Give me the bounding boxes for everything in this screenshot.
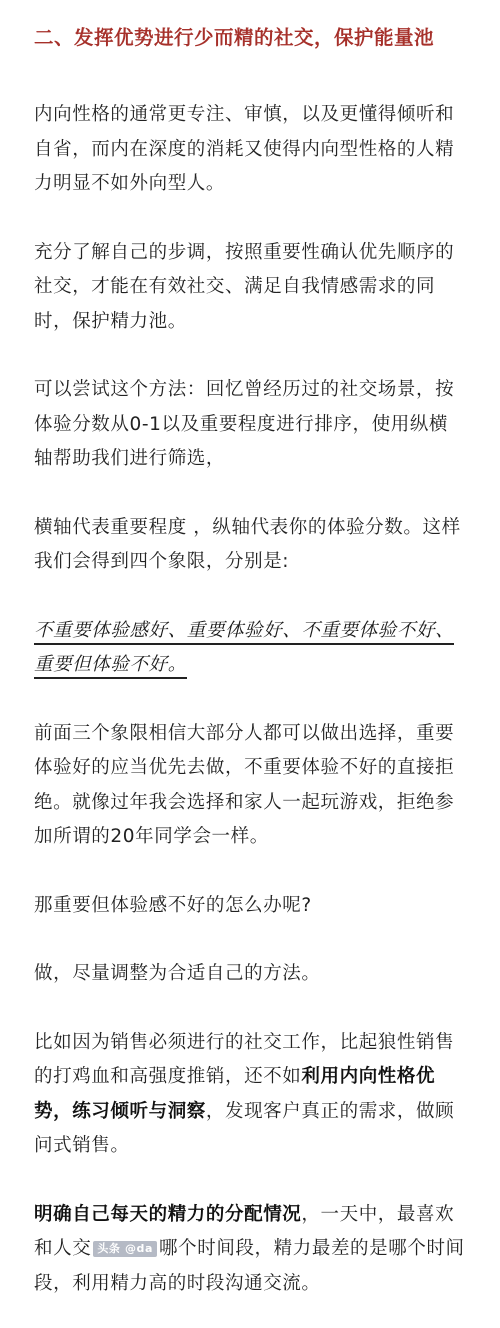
paragraph-answer: 做，尽量调整为合适自己的方法。	[34, 963, 321, 984]
energy-text-bold: 明确自己每天的精力的分配情况	[34, 1203, 302, 1225]
section-heading: 二、发挥优势进行少而精的社交，保护能量池	[34, 26, 435, 49]
paragraph-question: 那重要但体验感不好的怎么办呢?	[34, 894, 312, 916]
paragraph-first-three: 前面三个象限相信大部分人都可以做出选择，重要体验好的应当优先去做，不重要体验不好的直接拒绝。就像过年我会选择和家人一起玩游戏，拒绝参加所谓的20年同学会一样。	[34, 722, 455, 847]
paragraph-method: 可以尝试这个方法：回忆曾经历过的社交场景，按体验分数从0-1以及重要程度进行排序，使用纵横轴帮助我们进行筛选，	[34, 379, 455, 469]
paragraph-pace: 充分了解自己的步调，按照重要性确认优先顺序的社交，才能在有效社交、满足自我情感需求的同时，保护精力池。	[34, 241, 455, 332]
sales-text-c: ，发现客户真正的需求，做顾问式销售。	[34, 1100, 455, 1156]
paragraph-introvert-traits: 内向性格的通常更专注、审慎，以及更懂得倾听和自省，而内在深度的消耗又使得内向型性格的人精力明显不如外向型人。	[34, 104, 455, 194]
paragraph-sales-example	[34, 1026, 466, 1164]
quadrant-quote-text: 不重要体验感好、重要体验好、不重要体验不好、重要但体验不好。	[34, 620, 454, 680]
paragraph-axes: 横轴代表重要程度 ，纵轴代表你的体验分数。这样我们会得到四个象限，分别是:	[34, 516, 461, 572]
energy-text-b: ，一天中，最喜欢和人交	[34, 1203, 455, 1259]
sales-text-bold: 利用内向性格优势，练习倾听与洞察	[34, 1066, 436, 1122]
energy-text-c: 哪个时间段，精力最差的是哪个时间段，利用精力高的时段沟通交流。	[34, 1238, 465, 1294]
paragraph-energy-allocation	[34, 1198, 466, 1302]
sales-text-a: 比如因为销售必须进行的社交工作，比起狼性销售的打鸡血和高强度推销，还不如	[34, 1031, 455, 1087]
watermark-badge: 头条 @da	[93, 1241, 157, 1257]
quadrant-quote	[34, 614, 466, 683]
